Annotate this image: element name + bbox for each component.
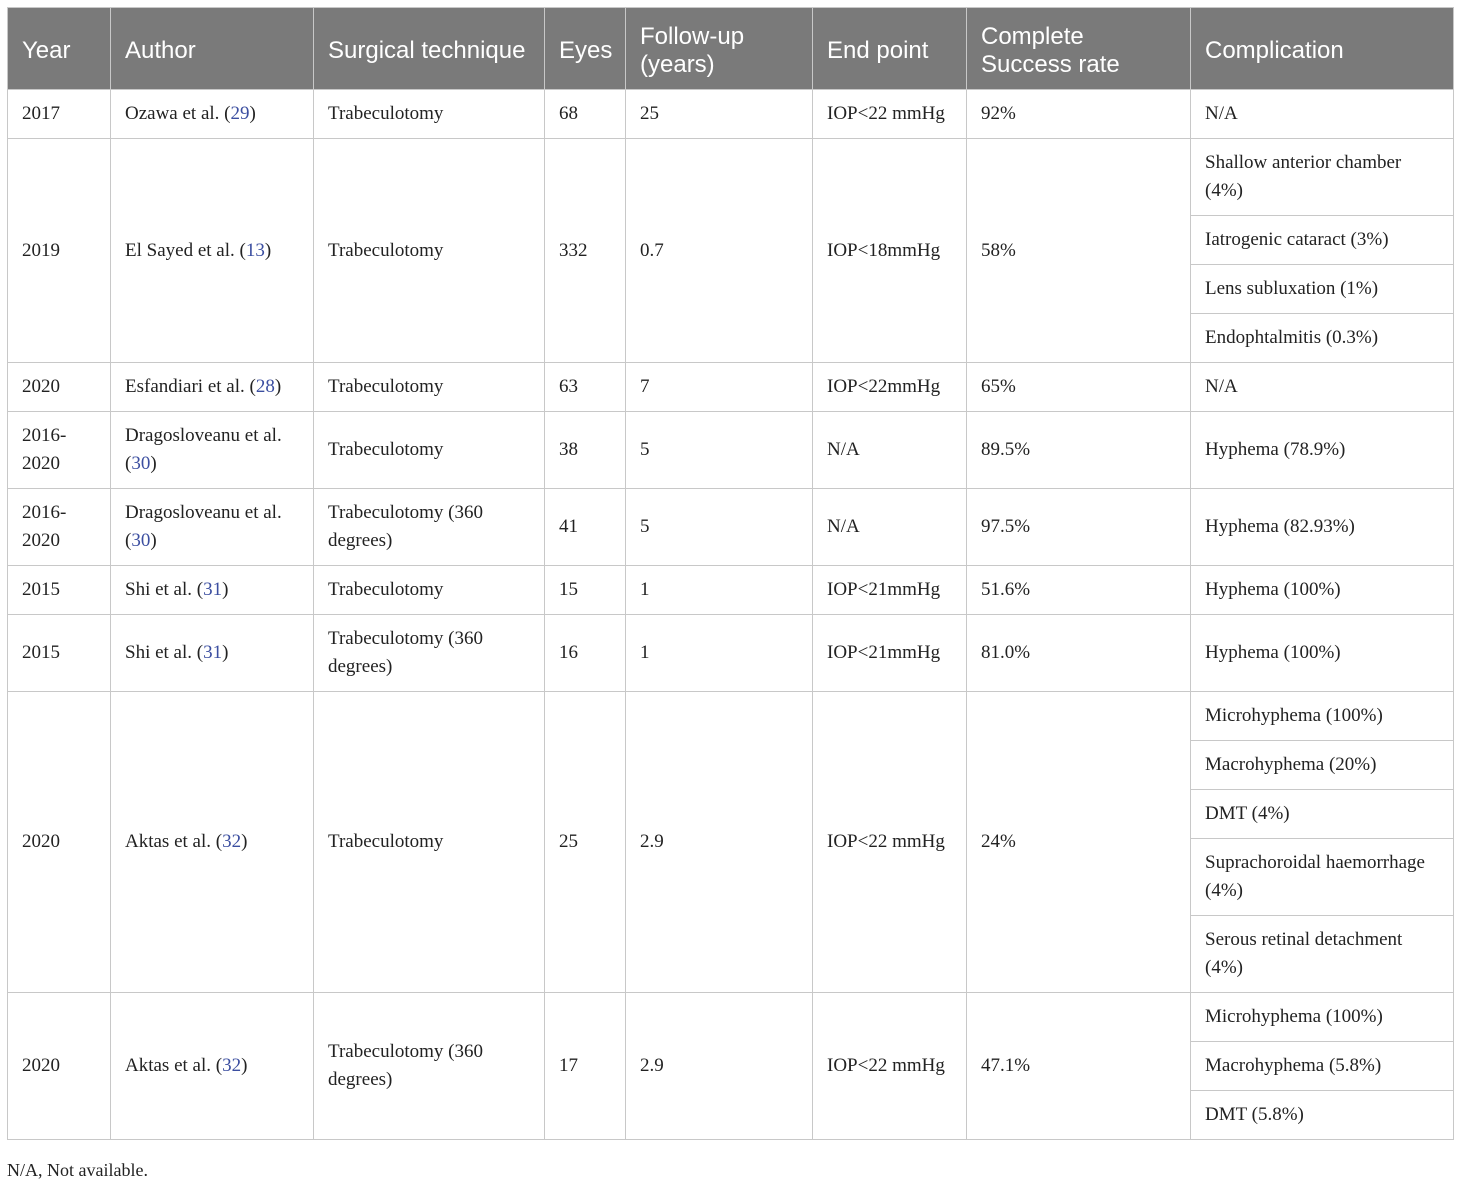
cell-technique: Trabeculotomy	[314, 139, 545, 363]
author-name: Ozawa et al. (	[125, 103, 231, 124]
cell-followup: 2.9	[626, 993, 813, 1140]
cell-followup: 7	[626, 363, 813, 412]
author-paren: )	[150, 530, 157, 551]
table-row	[8, 363, 1454, 412]
reference-link[interactable]: 28	[255, 376, 275, 397]
table-row	[8, 993, 1454, 1042]
cell-technique: Trabeculotomy	[314, 90, 545, 139]
cell-author	[111, 139, 314, 363]
cell-endpoint: IOP<22mmHg	[813, 363, 967, 412]
cell-complication: Hyphema (78.9%)	[1191, 412, 1454, 489]
table-row	[8, 489, 1454, 566]
cell-followup: 2.9	[626, 692, 813, 993]
cell-endpoint: IOP<22 mmHg	[813, 90, 967, 139]
results-table	[7, 7, 1454, 1140]
cell-technique: Trabeculotomy (360 degrees)	[314, 489, 545, 566]
reference-link[interactable]: 32	[222, 1055, 242, 1076]
cell-year: 2020	[8, 692, 111, 993]
reference-link[interactable]: 29	[230, 103, 250, 124]
reference-link[interactable]: 31	[203, 579, 223, 600]
cell-author	[111, 615, 314, 692]
reference-link[interactable]: 31	[203, 642, 223, 663]
header-eyes: Eyes	[545, 8, 626, 90]
cell-complication: Hyphema (100%)	[1191, 615, 1454, 692]
cell-success: 51.6%	[967, 566, 1191, 615]
cell-complication: Serous retinal detachment (4%)	[1191, 916, 1454, 993]
table-row	[8, 412, 1454, 489]
author-paren: )	[264, 239, 272, 261]
cell-technique: Trabeculotomy	[314, 566, 545, 615]
table-row	[8, 139, 1454, 216]
header-complication: Complication	[1191, 8, 1454, 90]
cell-author	[111, 489, 314, 566]
table-body	[8, 90, 1454, 1140]
cell-endpoint: IOP<18mmHg	[813, 139, 967, 363]
cell-complication: Macrohyphema (20%)	[1191, 741, 1454, 790]
author-name: Dragosloveanu et al. (	[125, 425, 282, 474]
cell-author	[111, 692, 314, 993]
table-row	[8, 90, 1454, 139]
cell-author	[111, 412, 314, 489]
header-author: Author	[111, 8, 314, 90]
cell-year: 2015	[8, 615, 111, 692]
cell-success: 92%	[967, 90, 1191, 139]
reference-link[interactable]: 32	[222, 831, 242, 852]
cell-author	[111, 363, 314, 412]
cell-eyes: 16	[545, 615, 626, 692]
table-row	[8, 566, 1454, 615]
header-success: Complete Success rate	[967, 8, 1191, 90]
cell-endpoint: N/A	[813, 489, 967, 566]
cell-success: 89.5%	[967, 412, 1191, 489]
cell-author	[111, 566, 314, 615]
cell-success: 81.0%	[967, 615, 1191, 692]
author-paren: )	[222, 642, 229, 663]
cell-eyes: 15	[545, 566, 626, 615]
cell-eyes: 68	[545, 90, 626, 139]
author-name: Dragosloveanu et al. (	[125, 502, 282, 551]
footnote: N/A, Not available.	[7, 1160, 148, 1180]
cell-followup: 0.7	[626, 139, 813, 363]
header-endpoint: End point	[813, 8, 967, 90]
author-paren: )	[274, 376, 282, 397]
cell-complication: Lens subluxation (1%)	[1191, 265, 1454, 314]
cell-success: 47.1%	[967, 993, 1191, 1140]
author-name: Aktas et al. (	[125, 831, 223, 852]
cell-year: 2020	[8, 993, 111, 1140]
cell-technique: Trabeculotomy	[314, 692, 545, 993]
cell-complication: Macrohyphema (5.8%)	[1191, 1042, 1454, 1091]
cell-followup: 25	[626, 90, 813, 139]
author-paren: )	[222, 579, 229, 600]
cell-eyes: 25	[545, 692, 626, 993]
author-name: Esfandiari et al. (	[125, 376, 256, 397]
reference-link[interactable]: 30	[131, 530, 151, 551]
cell-technique: Trabeculotomy	[314, 363, 545, 412]
cell-author	[111, 993, 314, 1140]
cell-complication: Iatrogenic cataract (3%)	[1191, 216, 1454, 265]
cell-complication: Endophtalmitis (0.3%)	[1191, 314, 1454, 363]
cell-complication: Hyphema (82.93%)	[1191, 489, 1454, 566]
cell-endpoint: IOP<21mmHg	[813, 615, 967, 692]
author-paren: )	[241, 831, 248, 852]
cell-year: 2015	[8, 566, 111, 615]
cell-complication: N/A	[1191, 90, 1454, 139]
cell-year: 2017	[8, 90, 111, 139]
reference-link[interactable]: 13	[245, 239, 265, 261]
author-name: El Sayed et al. (	[125, 239, 246, 261]
cell-success: 65%	[967, 363, 1191, 412]
cell-year: 2019	[8, 139, 111, 363]
author-paren: )	[241, 1055, 248, 1076]
cell-endpoint: IOP<22 mmHg	[813, 692, 967, 993]
cell-eyes: 17	[545, 993, 626, 1140]
cell-complication: DMT (4%)	[1191, 790, 1454, 839]
reference-link[interactable]: 30	[131, 453, 151, 474]
cell-technique: Trabeculotomy (360 degrees)	[314, 993, 545, 1140]
cell-complication: DMT (5.8%)	[1191, 1091, 1454, 1140]
cell-followup: 5	[626, 412, 813, 489]
header-followup: Follow-up (years)	[626, 8, 813, 90]
cell-year: 2016-2020	[8, 489, 111, 566]
cell-eyes: 38	[545, 412, 626, 489]
cell-eyes: 63	[545, 363, 626, 412]
table-row	[8, 615, 1454, 692]
cell-endpoint: N/A	[813, 412, 967, 489]
cell-success: 97.5%	[967, 489, 1191, 566]
author-name: Shi et al. (	[125, 642, 204, 663]
cell-author	[111, 90, 314, 139]
cell-complication: N/A	[1191, 363, 1454, 412]
author-name: Shi et al. (	[125, 579, 204, 600]
author-name: Aktas et al. (	[125, 1055, 223, 1076]
cell-followup: 5	[626, 489, 813, 566]
author-paren: )	[150, 453, 157, 474]
cell-endpoint: IOP<21mmHg	[813, 566, 967, 615]
cell-success: 24%	[967, 692, 1191, 993]
cell-endpoint: IOP<22 mmHg	[813, 993, 967, 1140]
cell-technique: Trabeculotomy	[314, 412, 545, 489]
cell-complication: Hyphema (100%)	[1191, 566, 1454, 615]
table-row	[8, 692, 1454, 741]
header-year: Year	[8, 8, 111, 90]
cell-complication: Microhyphema (100%)	[1191, 993, 1454, 1042]
cell-followup: 1	[626, 615, 813, 692]
author-paren: )	[249, 103, 256, 124]
cell-followup: 1	[626, 566, 813, 615]
cell-eyes: 332	[545, 139, 626, 363]
cell-year: 2020	[8, 363, 111, 412]
cell-success: 58%	[967, 139, 1191, 363]
cell-complication: Shallow anterior chamber (4%)	[1191, 139, 1454, 216]
cell-year: 2016-2020	[8, 412, 111, 489]
header-row	[8, 8, 1454, 90]
header-technique: Surgical technique	[314, 8, 545, 90]
cell-complication: Microhyphema (100%)	[1191, 692, 1454, 741]
cell-eyes: 41	[545, 489, 626, 566]
cell-complication: Suprachoroidal haemorrhage (4%)	[1191, 839, 1454, 916]
cell-technique: Trabeculotomy (360 degrees)	[314, 615, 545, 692]
